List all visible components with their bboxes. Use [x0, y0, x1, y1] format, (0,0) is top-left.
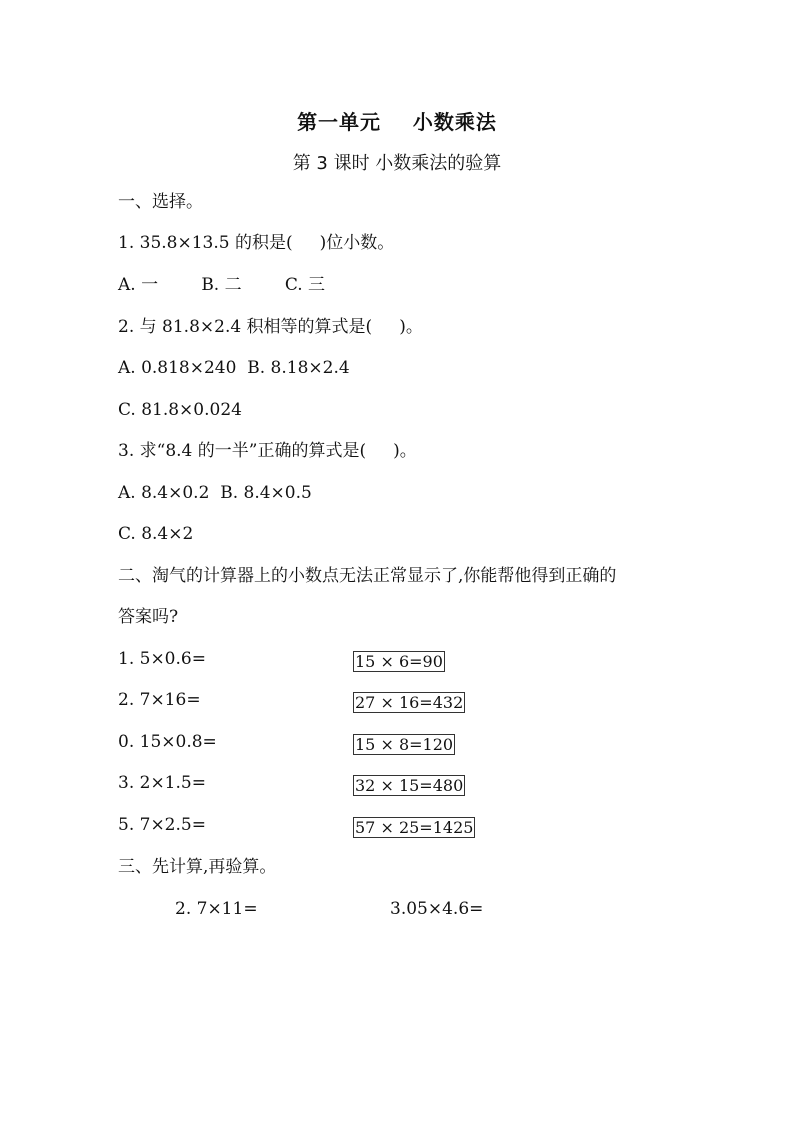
- section2-heading-2: 答案吗?: [118, 607, 179, 627]
- section3-heading: 三、先计算,再验算。: [118, 857, 277, 877]
- question3-options-2: C. 8.4×2: [118, 524, 194, 544]
- calc-expression: 3. 2×1.5=: [118, 773, 206, 793]
- calculator-display: 15 × 6=90: [355, 652, 443, 671]
- question1-stem: 1. 35.8×13.5 的积是( )位小数。: [118, 233, 395, 253]
- question1-options: A. 一 B. 二 C. 三: [118, 275, 326, 295]
- section2-heading-1: 二、淘气的计算器上的小数点无法正常显示了,你能帮他得到正确的: [118, 566, 617, 586]
- calculator-display: 57 × 25=1425: [355, 818, 474, 837]
- question3-stem: 3. 求“8.4 的一半”正确的算式是( )。: [118, 441, 417, 461]
- calc-expression: 2. 7×16=: [118, 690, 201, 710]
- section1-heading: 一、选择。: [118, 192, 203, 212]
- verify-expression: 2. 7×11=: [175, 899, 258, 919]
- page-title: 第一单元 小数乘法: [297, 110, 497, 134]
- verify-expression: 3.05×4.6=: [390, 899, 484, 919]
- calculator-display: 15 × 8=120: [355, 735, 454, 754]
- question2-stem: 2. 与 81.8×2.4 积相等的算式是( )。: [118, 317, 423, 337]
- page-subtitle: 第 3 课时 小数乘法的验算: [292, 153, 502, 174]
- calc-expression: 1. 5×0.6=: [118, 649, 206, 669]
- calc-expression: 5. 7×2.5=: [118, 815, 206, 835]
- calculator-display: 32 × 15=480: [355, 776, 464, 795]
- question3-options-1: A. 8.4×0.2 B. 8.4×0.5: [118, 483, 312, 503]
- question2-options-2: C. 81.8×0.024: [118, 400, 242, 420]
- calculator-display: 27 × 16=432: [355, 693, 464, 712]
- calc-expression: 0. 15×0.8=: [118, 732, 217, 752]
- question2-options-1: A. 0.818×240 B. 8.18×2.4: [118, 358, 350, 378]
